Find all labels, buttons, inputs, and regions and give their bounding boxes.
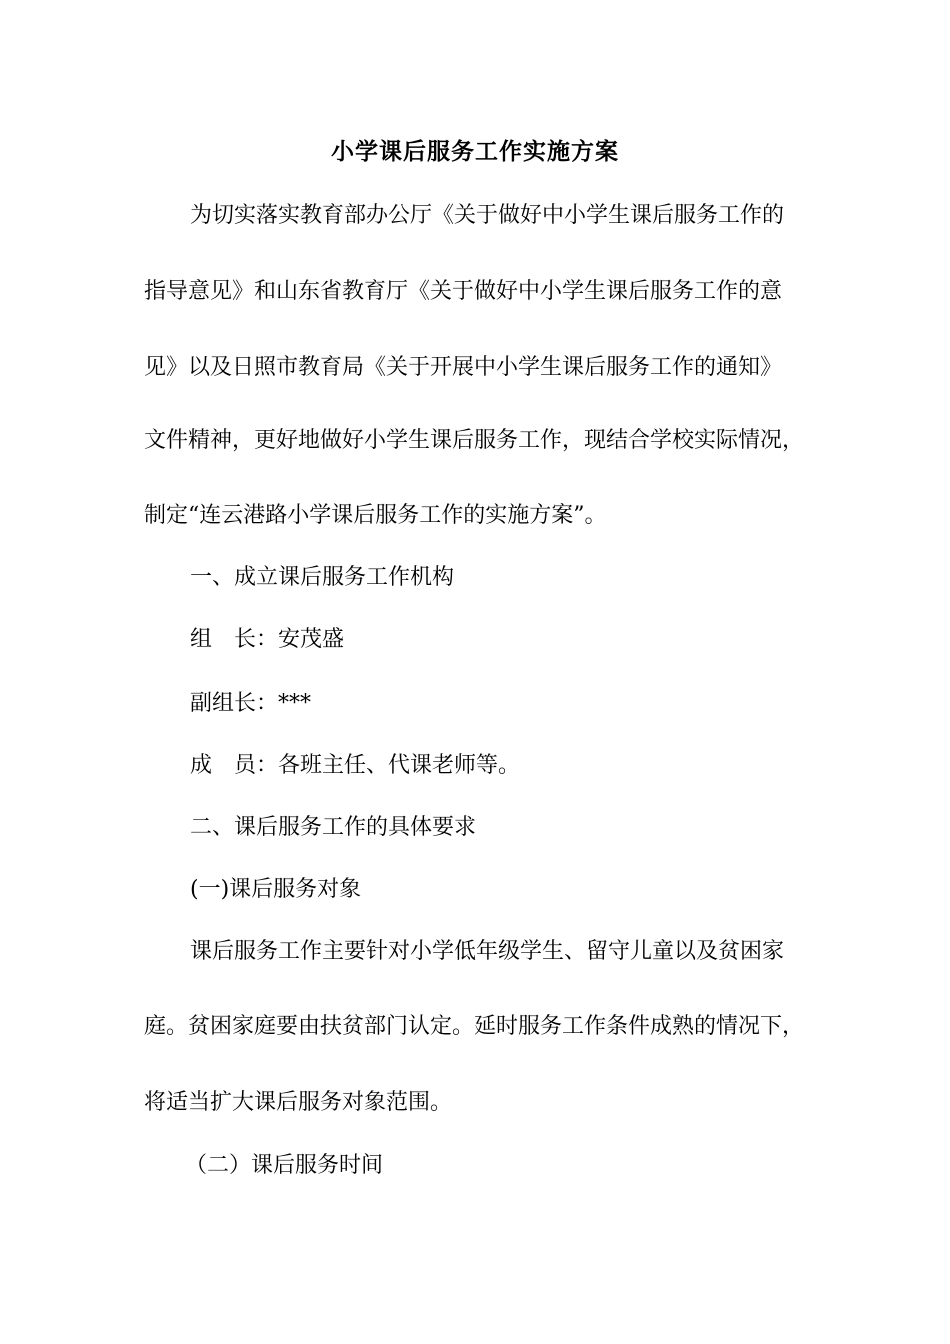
paragraph-line-target-3: 将适当扩大课后服务对象范围。 [144, 1090, 453, 1115]
paragraph-line-target-1: 课后服务工作主要针对小学低年级学生、留守儿童以及贫困家 [190, 939, 785, 964]
section-heading-1: 一、成立课后服务工作机构 [190, 565, 455, 590]
section-heading-2: 二、课后服务工作的具体要求 [190, 815, 477, 840]
member-deputy-leader: 副组长：*** [190, 691, 312, 716]
paragraph-line-intro-4: 文件精神，更好地做好小学生课后服务工作，现结合学校实际情况， [144, 428, 805, 453]
member-members: 成 员：各班主任、代课老师等。 [190, 753, 521, 778]
paragraph-line-intro-2: 指导意见》和山东省教育厅《关于做好中小学生课后服务工作的意 [144, 279, 783, 304]
paragraph-line-target-2: 庭。贫困家庭要由扶贫部门认定。延时服务工作条件成熟的情况下， [144, 1014, 805, 1039]
paragraph-line-intro-3: 见》以及日照市教育局《关于开展中小学生课后服务工作的通知》 [144, 355, 783, 380]
subsection-heading-2: （二）课后服务时间 [185, 1153, 384, 1178]
member-leader: 组 长：安茂盛 [190, 627, 345, 652]
document-title: 小学课后服务工作实施方案 [331, 138, 619, 165]
paragraph-line-intro-5: 制定“连云港路小学课后服务工作的实施方案”。 [144, 503, 607, 528]
paragraph-line-intro-1: 为切实落实教育部办公厅《关于做好中小学生课后服务工作的 [190, 203, 785, 228]
subsection-heading-1: (一)课后服务对象 [190, 877, 362, 902]
